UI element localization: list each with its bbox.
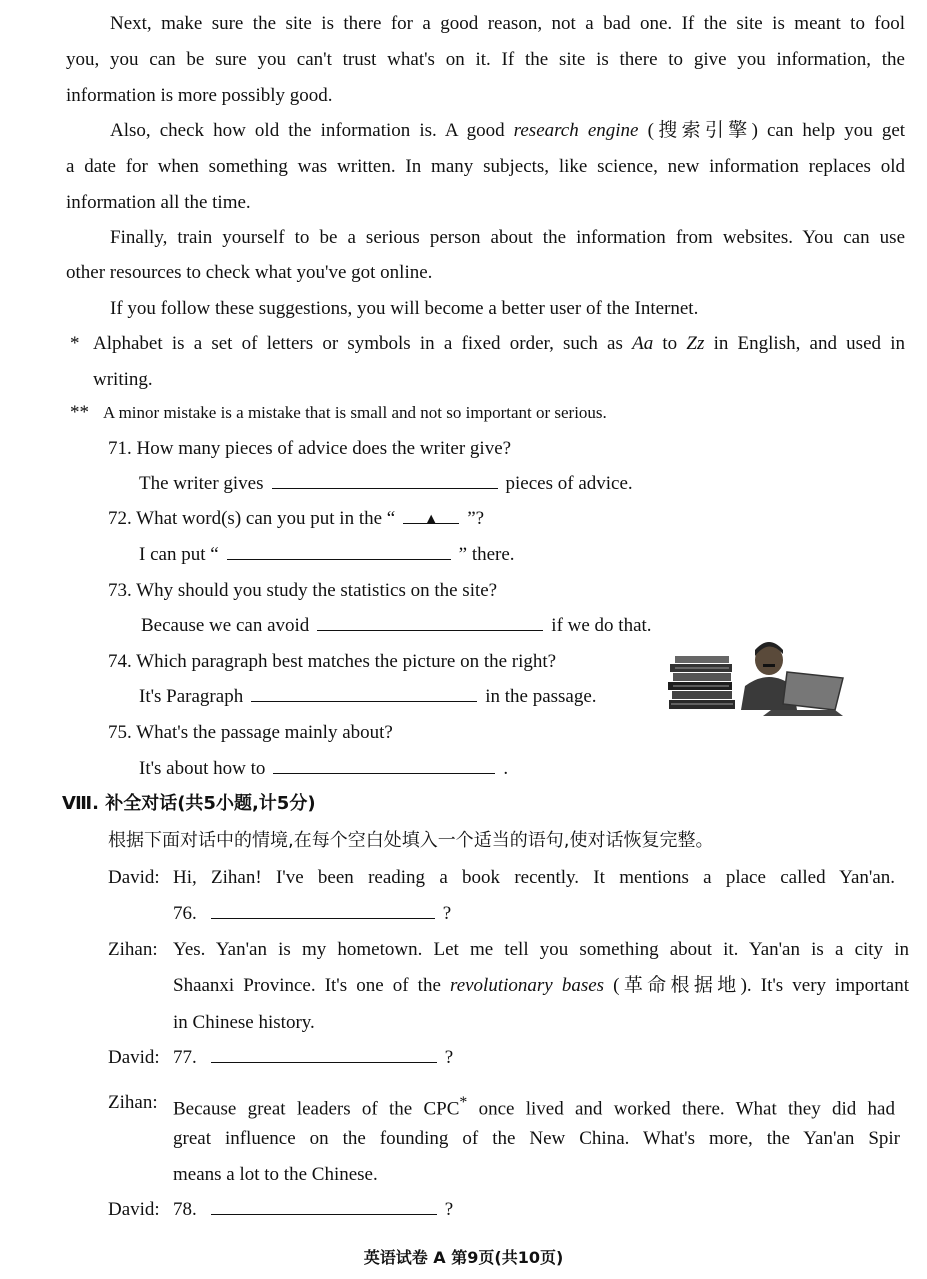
para2-line1-a: Also, check how old the information is. A good (110, 120, 505, 141)
student-with-books-and-laptop-picture (667, 638, 845, 718)
answer-74-pre: It's Paragraph (139, 686, 244, 707)
book-4 (673, 673, 731, 681)
para1-line3: information is more possibly good. (66, 85, 333, 106)
blank-78-end: ? (444, 1199, 454, 1220)
note1-line2: writing. (93, 369, 153, 390)
zihan-line-2 (173, 974, 909, 998)
note1-aa: Aa (632, 333, 654, 354)
david-speaker-3: David: (108, 1199, 160, 1220)
para1-line1: Next, make sure the site is there for a good reason, not a bad one. If the site is meant to fool (110, 13, 905, 34)
blank-77 (173, 1046, 453, 1070)
note1-zz: Zz (686, 333, 705, 354)
answer-75-post: . (503, 758, 509, 779)
question-72-post: ”? (467, 508, 485, 529)
blank-76 (173, 902, 451, 926)
answer-74 (139, 685, 597, 709)
note1-b: in English, and used in (713, 333, 905, 354)
zihan-line-1: Yes. Yan'an is my hometown. Let me tell you something about it. Yan'an is a city in (173, 939, 909, 960)
answer-71-post: pieces of advice. (505, 473, 633, 494)
answer-73 (141, 614, 652, 638)
answer-72-post: ” there. (458, 544, 515, 565)
zihan-line-4-b: once lived and worked there. What they did had (478, 1098, 895, 1120)
zihan-line-6: means a lot to the Chinese. (173, 1164, 378, 1185)
book-6 (675, 656, 729, 663)
question-71: 71. How many pieces of advice does the writer give? (108, 438, 512, 459)
question-75: 75. What's the passage mainly about? (108, 722, 393, 743)
david-speaker-2: David: (108, 1047, 160, 1068)
answer-71-blank[interactable] (272, 472, 498, 489)
answer-72-blank[interactable] (227, 543, 451, 560)
para2-line3: information all the time. (66, 192, 251, 213)
blank-78 (173, 1198, 453, 1222)
blank-76-line[interactable] (211, 902, 435, 919)
para3-line2: other resources to check what you've got online. (66, 262, 433, 283)
section8-instruction: 根据下面对话中的情境,在每个空白处填入一个适当的语句,使对话恢复完整。 (108, 830, 714, 851)
zihan-speaker-2: Zihan: (108, 1092, 158, 1113)
blank-78-line[interactable] (211, 1198, 437, 1215)
note1-mark: * (70, 333, 80, 354)
answer-75 (139, 757, 508, 781)
david-line-1: Hi, Zihan! I've been reading a book recently. It mentions a place called Yan'an. (173, 867, 895, 888)
triangle-icon: ▲ (423, 511, 440, 528)
blank-76-end: ? (442, 903, 452, 924)
answer-73-pre: Because we can avoid (141, 615, 310, 636)
note1-line1 (93, 332, 905, 356)
answer-74-blank[interactable] (251, 685, 477, 702)
answer-74-post: in the passage. (485, 686, 597, 707)
answer-75-pre: It's about how to (139, 758, 266, 779)
book-2 (672, 691, 732, 699)
answer-75-blank[interactable] (273, 757, 495, 774)
answer-73-blank[interactable] (317, 614, 543, 631)
note1-to: to (662, 333, 678, 354)
para2-line1 (110, 119, 905, 143)
laptop-base (763, 710, 843, 716)
blank-77-end: ? (444, 1047, 454, 1068)
answer-73-post: if we do that. (551, 615, 652, 636)
question-72-pre: 72. What word(s) can you put in the “ (108, 508, 396, 529)
para1-line2: you, you can be sure you can't trust what's on it. If the site is there to give you information, the (66, 49, 905, 70)
blank-77-num: 77. (173, 1047, 197, 1068)
page-footer: 英语试卷 A 第9页(共10页) (363, 1248, 564, 1267)
note2-mark: ** (70, 402, 89, 423)
question-74: 74. Which paragraph best matches the picture on the right? (108, 651, 557, 672)
zihan-line-3: in Chinese history. (173, 1012, 315, 1033)
research-engine-term: research engine (513, 120, 639, 141)
para4: If you follow these suggestions, you will become a better user of the Internet. (110, 298, 699, 319)
zihan-line-2-a: Shaanxi Province. It's one of the (173, 975, 441, 996)
zihan-line-5: great influence on the founding of the New China. What's more, the Yan'an Spir (173, 1128, 900, 1149)
david-speaker-1: David: (108, 867, 160, 888)
note1-a: Alphabet is a set of letters or symbols in a fixed order, such as (93, 333, 623, 354)
question-72-gap (403, 507, 459, 528)
answer-72 (139, 543, 515, 567)
note2-text: A minor mistake is a mistake that is small and not so important or serious. (103, 403, 607, 422)
para2-line2: a date for when something was written. In many subjects, like science, new information replaces old (66, 156, 905, 177)
blank-77-line[interactable] (211, 1046, 437, 1063)
zihan-line-4-a: Because great leaders of the CPC (173, 1098, 460, 1120)
answer-71 (139, 472, 633, 496)
question-72 (108, 507, 484, 531)
cpc-footnote-mark: * (459, 1094, 468, 1111)
zihan-speaker-1: Zihan: (108, 939, 158, 960)
blank-78-num: 78. (173, 1199, 197, 1220)
para3-line1: Finally, train yourself to be a serious person about the information from websites. You can use (110, 227, 905, 248)
revolutionary-bases-term: revolutionary bases (450, 975, 605, 996)
section8-heading: Ⅷ. 补全对话(共5小题,计5分) (62, 793, 316, 814)
blank-76-num: 76. (173, 903, 197, 924)
laptop-screen (783, 672, 843, 710)
zihan-line-4 (173, 1091, 895, 1121)
answer-71-pre: The writer gives (139, 473, 264, 494)
answer-72-pre: I can put “ (139, 544, 219, 565)
para2-line1-b: (搜索引擎) can help you get (647, 120, 906, 141)
zihan-line-2-b: (革命根据地). It's very important (613, 975, 910, 996)
question-73: 73. Why should you study the statistics on the site? (108, 580, 498, 601)
